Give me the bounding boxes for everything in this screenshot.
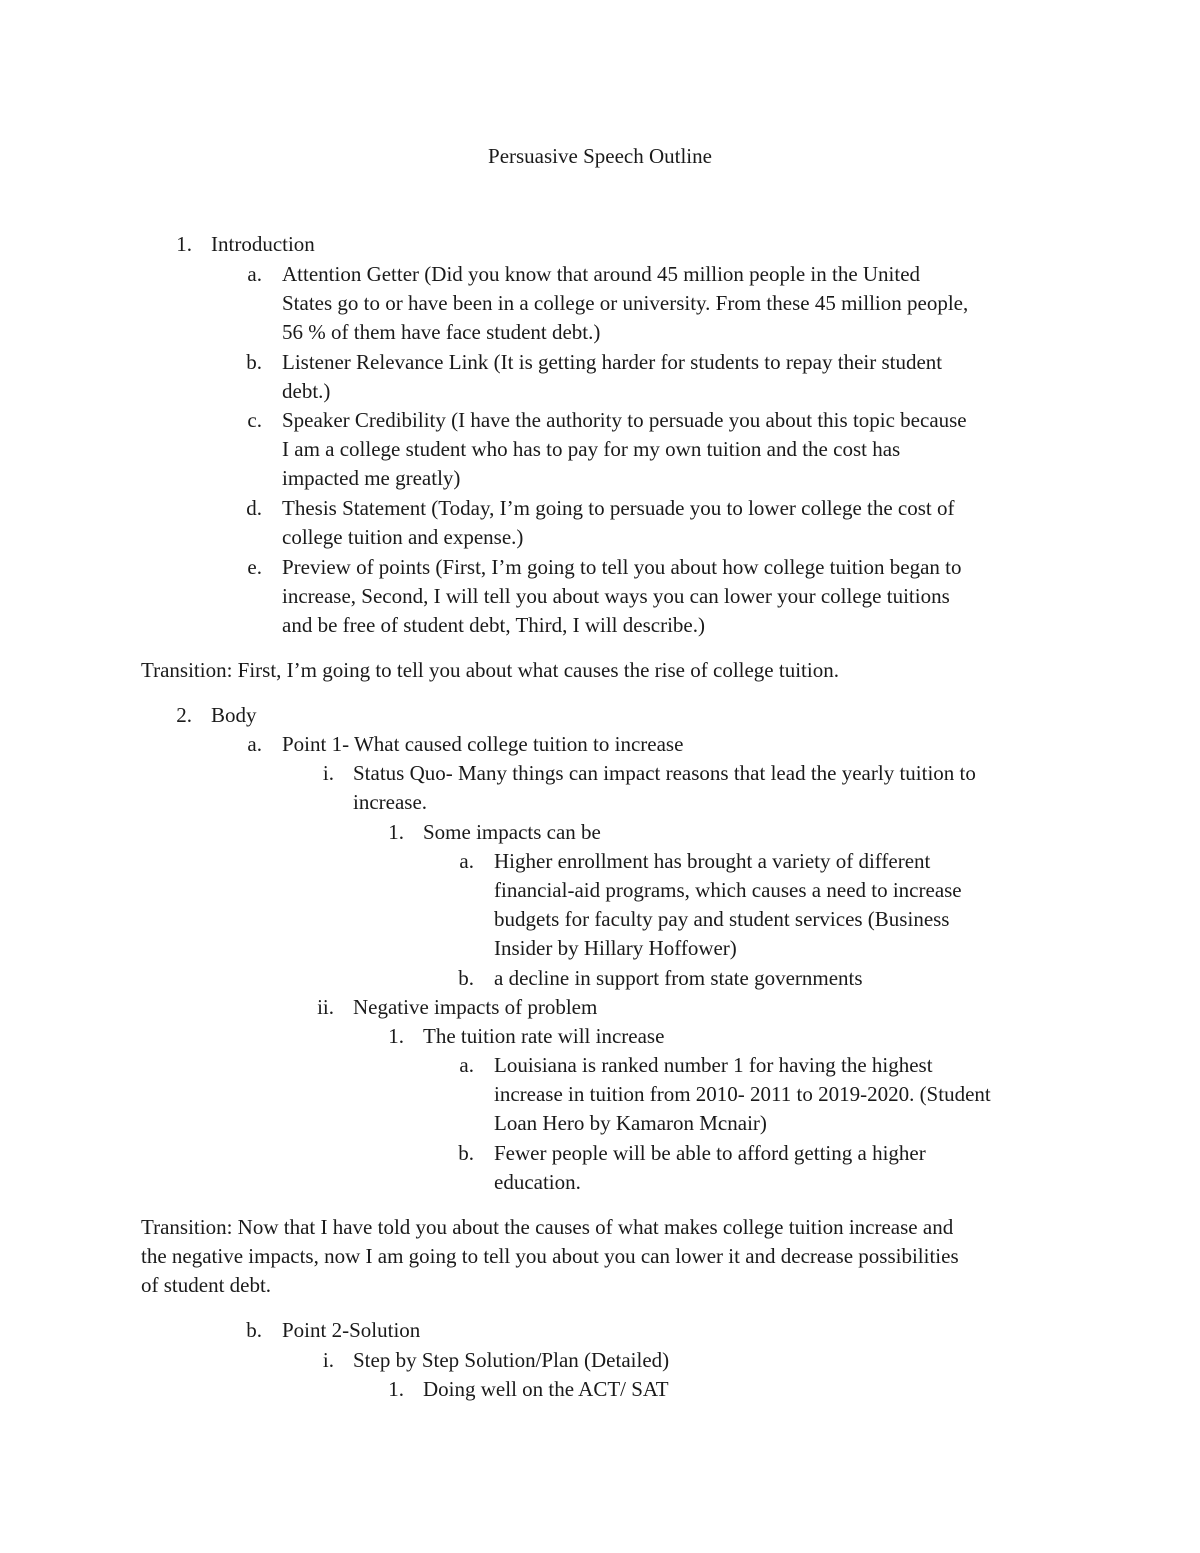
section-heading-introduction: Introduction bbox=[211, 232, 315, 256]
transition-text: the negative impacts, now I am going to tell you about you can lower it and decrease possibilities bbox=[141, 1244, 959, 1268]
outline-line: Thesis Statement (Today, I’m going to persuade you to lower college the cost of bbox=[282, 496, 955, 520]
outline-line: Speaker Credibility (I have the authority to persuade you about this topic because bbox=[282, 408, 967, 432]
list-marker: 2. bbox=[176, 703, 192, 727]
list-marker: b. bbox=[246, 350, 262, 374]
list-marker: 1. bbox=[388, 820, 404, 844]
outline-line: increase in tuition from 2010- 2011 to 2019-2020. (Student bbox=[494, 1082, 991, 1106]
outline-line: Insider by Hillary Hoffower) bbox=[494, 936, 737, 960]
outline-line: States go to or have been in a college or university. From these 45 million people, bbox=[282, 291, 969, 315]
outline-line: Step by Step Solution/Plan (Detailed) bbox=[353, 1348, 670, 1372]
transition-text: of student debt. bbox=[141, 1273, 272, 1297]
outline-line: increase. bbox=[353, 790, 428, 814]
list-marker: a. bbox=[247, 732, 262, 756]
outline-line: Some impacts can be bbox=[423, 820, 601, 844]
outline-line: Loan Hero by Kamaron Mcnair) bbox=[494, 1111, 767, 1135]
list-marker: b. bbox=[246, 1318, 262, 1342]
outline-line: The tuition rate will increase bbox=[423, 1024, 665, 1048]
outline-line: and be free of student debt, Third, I will describe.) bbox=[282, 613, 705, 637]
outline-line: debt.) bbox=[282, 379, 331, 403]
outline-line: Point 1- What caused college tuition to increase bbox=[282, 732, 684, 756]
outline-line: Listener Relevance Link (It is getting harder for students to repay their student bbox=[282, 350, 943, 374]
section-heading-body: Body bbox=[211, 703, 257, 727]
list-marker: e. bbox=[247, 555, 262, 579]
transition-text: Transition: Now that I have told you about the causes of what makes college tuition increase and bbox=[141, 1215, 954, 1239]
list-marker: a. bbox=[459, 849, 474, 873]
outline-line: college tuition and expense.) bbox=[282, 525, 524, 549]
list-marker: a. bbox=[459, 1053, 474, 1077]
outline-line: financial-aid programs, which causes a need to increase bbox=[494, 878, 962, 902]
outline-line: Fewer people will be able to afford getting a higher bbox=[494, 1141, 926, 1165]
outline-line: education. bbox=[494, 1170, 581, 1194]
list-marker: d. bbox=[246, 496, 262, 520]
document-title: Persuasive Speech Outline bbox=[488, 144, 712, 168]
outline-line: budgets for faculty pay and student services (Business bbox=[494, 907, 950, 931]
outline-line: increase, Second, I will tell you about ways you can lower your college tuitions bbox=[282, 584, 950, 608]
outline-line: Preview of points (First, I’m going to tell you about how college tuition began to bbox=[282, 555, 962, 579]
list-marker: 1. bbox=[388, 1024, 404, 1048]
outline-line: 56 % of them have face student debt.) bbox=[282, 320, 601, 344]
list-marker: b. bbox=[458, 966, 474, 990]
list-marker: 1. bbox=[388, 1377, 404, 1401]
outline-line: a decline in support from state governments bbox=[494, 966, 863, 990]
outline-line: Point 2-Solution bbox=[282, 1318, 421, 1342]
outline-line: Negative impacts of problem bbox=[353, 995, 598, 1019]
outline-line: I am a college student who has to pay for my own tuition and the cost has bbox=[282, 437, 901, 461]
outline-line: Status Quo- Many things can impact reasons that lead the yearly tuition to bbox=[353, 761, 976, 785]
outline-line: impacted me greatly) bbox=[282, 466, 461, 490]
list-marker: c. bbox=[247, 408, 262, 432]
transition-text: Transition: First, I’m going to tell you about what causes the rise of college tuition. bbox=[141, 658, 839, 682]
outline-line: Doing well on the ACT/ SAT bbox=[423, 1377, 669, 1401]
outline-line: Higher enrollment has brought a variety of different bbox=[494, 849, 931, 873]
list-marker: b. bbox=[458, 1141, 474, 1165]
outline-line: Attention Getter (Did you know that around 45 million people in the United bbox=[282, 262, 921, 286]
list-marker: a. bbox=[247, 262, 262, 286]
outline-line: Louisiana is ranked number 1 for having the highest bbox=[494, 1053, 933, 1077]
list-marker: i. bbox=[322, 1348, 334, 1372]
list-marker: i. bbox=[322, 761, 334, 785]
list-marker: 1. bbox=[176, 232, 192, 256]
list-marker: ii. bbox=[317, 995, 334, 1019]
